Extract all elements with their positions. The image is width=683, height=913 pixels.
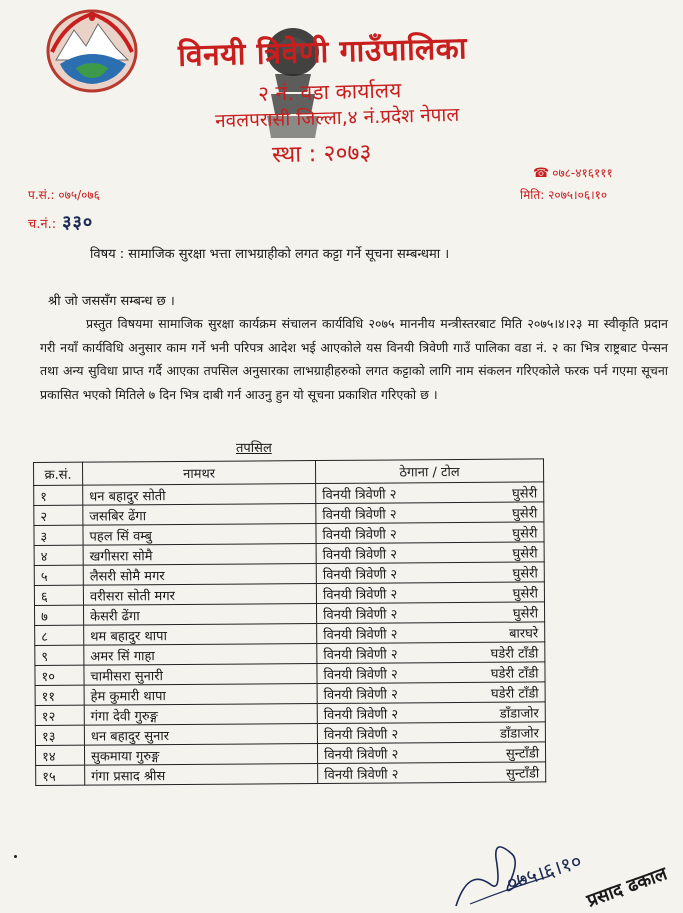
tol-text: घडेरी टाँडी [490, 645, 539, 662]
name-cell: थम बहादुर थापा [84, 624, 317, 646]
address-cell [317, 642, 545, 664]
established-year: स्था : २०७३ [271, 139, 372, 169]
header-address: ठेगाना / टोल [315, 459, 543, 484]
serial-cell: ११ [35, 685, 84, 705]
address-text: विनयी त्रिवेणी २ [322, 566, 398, 583]
tol-text: डाँडाजोर [499, 705, 539, 722]
serial-cell: १० [35, 665, 84, 685]
serial-cell: ६ [34, 585, 83, 605]
name-cell: अमर सिं गाहा [84, 644, 317, 666]
address-cell [316, 482, 544, 504]
address-text: विनयी त्रिवेणी २ [324, 766, 399, 783]
tol-text: घुसेरी [512, 545, 538, 562]
address-text: विनयी त्रिवेणी २ [323, 726, 399, 743]
nepal-emblem-icon [46, 8, 138, 94]
dispatch-label: च.नं.: [28, 217, 57, 232]
address-text: विनयी त्रिवेणी २ [323, 606, 398, 623]
address-cell [316, 542, 544, 564]
office-address: नवलपरासी जिल्ला,४ नं.प्रदेश नेपाल [214, 103, 460, 133]
name-cell: धन बहादुर सोती [83, 484, 316, 506]
address-cell [317, 682, 545, 704]
tol-text: सुन्टाँडी [505, 745, 540, 762]
name-cell: गंगा देवी गुरुङ्ग [84, 704, 317, 726]
address-cell [316, 522, 544, 544]
tol-text: घुसेरी [512, 585, 538, 602]
address-cell [317, 742, 545, 764]
address-cell [316, 602, 544, 624]
address-cell [317, 702, 545, 724]
serial-cell: ७ [35, 605, 84, 625]
header-name: नामथर [83, 461, 316, 486]
serial-cell: १४ [35, 745, 84, 765]
serial-cell: ५ [34, 565, 83, 585]
address-text: विनयी त्रिवेणी २ [323, 646, 398, 663]
serial-cell: ८ [35, 625, 84, 645]
tol-text: सुन्टाँडी [506, 765, 540, 782]
address-text: विनयी त्रिवेणी २ [322, 546, 397, 563]
table-body [34, 482, 546, 786]
address-cell [317, 722, 545, 744]
address-text: विनयी त्रिवेणी २ [323, 686, 398, 703]
phone-value: ०७८-४१६१११ [552, 166, 613, 180]
address-cell [317, 662, 545, 684]
name-cell: सुकमाया गुरुङ्ग [84, 744, 317, 766]
serial-cell: १३ [35, 725, 84, 745]
tol-text: बारघरे [509, 625, 539, 642]
name-cell: खगीसरा सोमै [83, 544, 316, 566]
signatory-stamp-name: प्रसाद ढकाल [584, 863, 670, 912]
address-cell [316, 582, 544, 604]
serial-cell: ३ [34, 525, 83, 545]
office-name-heading: विनयी त्रिवेणी गाउँपालिका [177, 31, 468, 74]
tol-text: घुसेरी [512, 605, 539, 622]
letter-date: मिति: २०७५।०६।१० [520, 188, 608, 202]
name-cell: लैसरी सोमै मगर [83, 564, 316, 586]
header-serial: क्र.सं. [34, 462, 83, 485]
ward-office-subheading: २ नं. वडा कार्यालय [257, 78, 402, 106]
address-text: विनयी त्रिवेणी २ [323, 626, 398, 643]
table-title: तपसिल [236, 441, 272, 456]
ink-dot [14, 855, 17, 858]
name-cell: जसबिर ढेंगा [83, 504, 316, 526]
name-cell: पहल सिं वम्बु [83, 524, 316, 546]
address-text: विनयी त्रिवेणी २ [322, 526, 397, 543]
name-cell: चामीसरा सुनारी [84, 664, 317, 686]
body-paragraph-block [40, 312, 668, 406]
serial-cell: ९ [35, 645, 84, 665]
serial-cell: २ [34, 505, 83, 525]
address-cell [316, 562, 544, 584]
name-cell: वरीसरा सोती मगर [83, 584, 316, 606]
serial-cell: १ [34, 485, 83, 505]
tol-text: घुसेरी [512, 565, 538, 582]
dispatch-number [28, 210, 93, 234]
dispatch-value: ३३० [62, 212, 94, 233]
serial-cell: ४ [34, 545, 83, 565]
serial-cell: १२ [35, 705, 84, 725]
telephone-icon: ☎ [533, 166, 550, 181]
tol-text: डाँडाजोर [499, 725, 539, 742]
name-cell: हेम कुमारी थापा [84, 684, 317, 706]
tol-text: घुसेरी [512, 505, 538, 522]
address-cell [317, 622, 545, 644]
address-cell [318, 762, 546, 784]
address-text: विनयी त्रिवेणी २ [322, 586, 398, 603]
handwritten-date: ०७५।६।१० [503, 848, 585, 896]
tol-text: घुसेरी [512, 485, 538, 502]
subject-line: विषय : सामाजिक सुरक्षा भत्ता लाभग्राहीको लगत कट्टा गर्ने सूचना सम्बन्धमा । [90, 247, 450, 262]
name-cell: केसरी ढेंगा [84, 604, 317, 626]
address-text: विनयी त्रिवेणी २ [322, 486, 397, 503]
tol-text: घडेरी टाँडी [490, 685, 539, 702]
body-paragraph: प्रस्तुत विषयमा सामाजिक सुरक्षा कार्यक्रम संचालन कार्यविधि २०७५ माननीय मन्त्रीस्तरबाट मिति २०७५।४।२३ मा स्वीकृति प्रदान गरी नयाँ कार्यविधि अनुसार काम गर्ने भनी परिपत्र आदेश भई आएकोले यस विनयी त्रिवेणी गाउँ पालिका वडा नं. २ का भित्र राष्ट्रबाट पेन्सन तथा अन्य सुविधा प्राप्त गर्दै आएका तपसिल अनुसारका लाभग्राहीहरुको लगत कट्टाको लागि नाम संकलन गरिएकोले फरक पर्न गएमा सूचना प्रकासित भएको मितिले ७ दिन भित्र दाबी गर्न आउनु हुन यो सूचना प्रकाशित गरिएको छ । [40, 316, 668, 402]
name-cell: गंगा प्रसाद श्रीस [85, 764, 318, 786]
table-row [36, 762, 546, 786]
address-text: विनयी त्रिवेणी २ [323, 706, 399, 723]
tol-text: घुसेरी [512, 525, 538, 542]
salutation: श्री जो जससँग सम्बन्ध छ । [48, 294, 175, 309]
address-text: विनयी त्रिवेणी २ [322, 506, 397, 523]
address-text: विनयी त्रिवेणी २ [324, 746, 399, 763]
address-text: विनयी त्रिवेणी २ [323, 666, 398, 683]
beneficiary-table [33, 458, 546, 786]
tol-text: घडेरी टाँडी [490, 665, 539, 682]
reference-number: प.सं.: ०७५/०७६ [28, 188, 100, 202]
phone-number [533, 164, 613, 181]
address-cell [316, 502, 544, 524]
serial-cell: १५ [36, 765, 85, 785]
name-cell: धन बहादुर सुनार [84, 724, 317, 746]
